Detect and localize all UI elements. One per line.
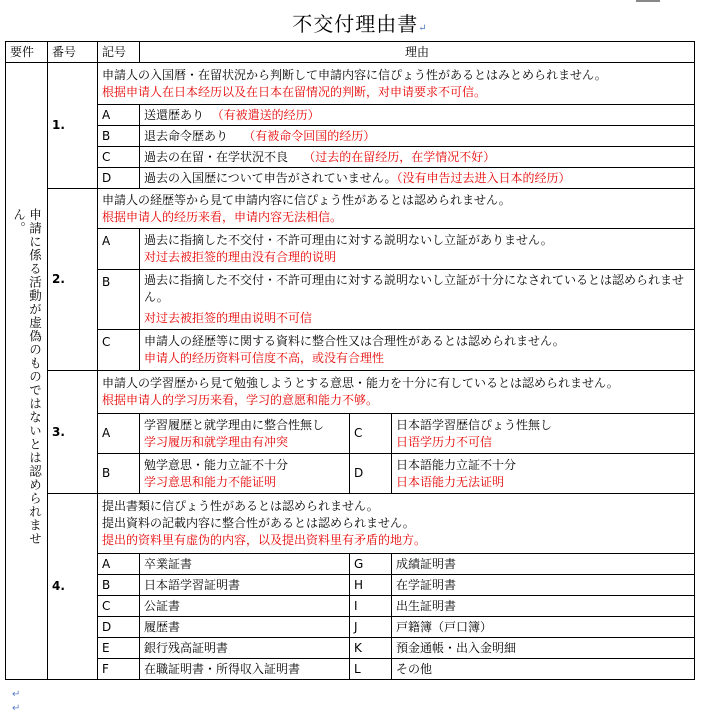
item-code: D <box>350 454 392 494</box>
header-kigo: 記号 <box>98 42 140 63</box>
item-code: B <box>98 126 140 147</box>
document-name: 出生証明書 <box>392 596 695 617</box>
item-code: B <box>98 270 140 330</box>
item-reason: 勉学意思・能力立証不十分 学习意思和能力不能证明 <box>140 454 350 494</box>
item-code: A <box>98 229 140 270</box>
document-name: 日本語学習証明書 <box>140 575 350 596</box>
item-reason: 送還歴あり （有被遣送的经历） <box>140 105 695 126</box>
top-edge-mark <box>636 0 660 2</box>
item-reason: 過去の入国歴について申告がされていません。（没有申告过去进入日本的经历） <box>140 168 695 189</box>
document-name: その他 <box>392 659 695 680</box>
item-code: A <box>98 554 140 575</box>
requirement-text: 申請に係る活動が虚偽のものではないとは認められません。 <box>11 208 43 546</box>
section-number: 1. <box>48 63 98 189</box>
document-name: 銀行残高証明書 <box>140 638 350 659</box>
item-code: C <box>98 147 140 168</box>
item-code: A <box>98 105 140 126</box>
item-code: C <box>350 414 392 454</box>
section-number: 4. <box>48 494 98 680</box>
item-code: C <box>98 330 140 371</box>
paragraph-marks: ↵ ↵ <box>12 689 21 714</box>
item-reason: 過去の在留・在学状況不良 （过去的在留经历，在学情况不好） <box>140 147 695 168</box>
reason-table <box>5 41 695 680</box>
item-code: H <box>350 575 392 596</box>
item-reason: 過去に指摘した不交付・不許可理由に対する説明ないし立証が十分になされているとは認められません。 对过去被拒签的理由说明不可信 <box>140 270 695 330</box>
header-bango: 番号 <box>48 42 98 63</box>
document-name: 戸籍簿（戸口簿） <box>392 617 695 638</box>
item-reason: 申請人の経歴等に関する資料に整合性又は合理性があるとは認められません。 申请人的经历资料可信度不高，或没有合理性 <box>140 330 695 371</box>
header-yoken: 要件 <box>6 42 48 63</box>
document-name: 預金通帳・出入金明細 <box>392 638 695 659</box>
item-code: J <box>350 617 392 638</box>
document-name: 履歴書 <box>140 617 350 638</box>
item-code: F <box>98 659 140 680</box>
item-code: G <box>350 554 392 575</box>
item-reason: 学習履歴と就学理由に整合性無し 学习履历和就学理由有冲突 <box>140 414 350 454</box>
item-code: B <box>98 575 140 596</box>
item-reason: 退去命令歴あり （有被命令回国的经历） <box>140 126 695 147</box>
section-number: 3. <box>48 371 98 494</box>
item-reason: 過去に指摘した不交付・不許可理由に対する説明ないし立証がありません。 对过去被拒签的理由没有合理的说明 <box>140 229 695 270</box>
page-title: 不交付理由書↵ <box>292 12 428 36</box>
section-reason: 申請人の入国暦・在留状況から判断して申請内容に信ぴょう性があるとはみとめられません。 根据申请人在日本经历以及在日本在留情况的判断，对申请要求不可信。 <box>98 63 695 105</box>
item-code: D <box>98 617 140 638</box>
item-code: E <box>98 638 140 659</box>
section-reason: 申請人の経歴等から見て申請内容に信ぴょう性があるとは認められません。 根据申请人的经历来看，申请内容无法相信。 <box>98 189 695 229</box>
item-reason: 日本語能力立証不十分 日本语能力无法证明 <box>392 454 695 494</box>
document-name: 在学証明書 <box>392 575 695 596</box>
item-code: A <box>98 414 140 454</box>
item-reason: 日本語学習歴信ぴょう性無し 日语学历力不可信 <box>392 414 695 454</box>
section-reason: 提出書類に信ぴょう性があるとは認められません。 提出資料の記載内容に整合性があるとは認められません。 提出的资料里有虚伪的内容，以及提出资料里有矛盾的地方。 <box>98 494 695 554</box>
section-reason: 申請人の学習歴から見て勉強しようとする意思・能力を十分に有しているとは認められません。 根据申请人的学习历来看，学习的意愿和能力不够。 <box>98 371 695 414</box>
item-code: K <box>350 638 392 659</box>
section-number: 2. <box>48 189 98 371</box>
header-riyu: 理由 <box>140 42 695 63</box>
item-code: L <box>350 659 392 680</box>
document-name: 在職証明書・所得収入証明書 <box>140 659 350 680</box>
document-name: 成績証明書 <box>392 554 695 575</box>
document-name: 公証書 <box>140 596 350 617</box>
item-code: I <box>350 596 392 617</box>
item-code: B <box>98 454 140 494</box>
table-header-row <box>6 42 695 63</box>
requirement-cell <box>6 63 48 680</box>
item-code: C <box>98 596 140 617</box>
item-code: D <box>98 168 140 189</box>
document-name: 卒業証書 <box>140 554 350 575</box>
